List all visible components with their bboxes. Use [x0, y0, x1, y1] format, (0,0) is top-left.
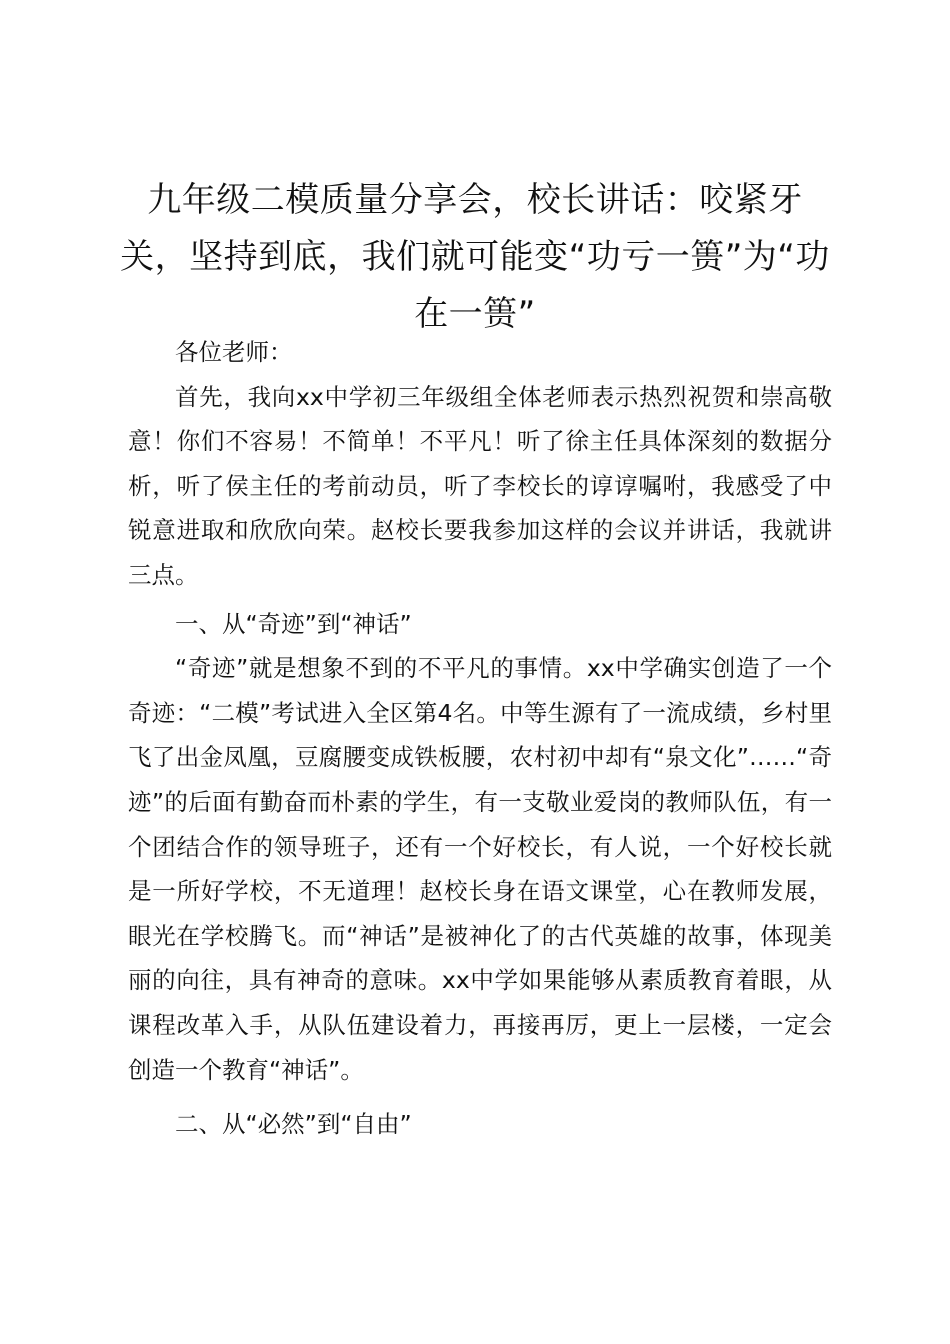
paragraph-miracle-myth: “奇迹”就是想象不到的不平凡的事情。xx中学确实创造了一个奇迹：“二模”考试进入全区第4名。中等生源有了一流成绩，乡村里飞了出金凤凰，豆腐腰变成铁板腰，农村初中却有“泉文化”……“奇迹”的后面有勤奋而朴素的学生，有一支敬业爱岗的教师队伍，有一个团结合作的领导班子，还有一个好校长，有人说，一个好校长就是一所好学校，不无道理！赵校长身在语文课堂，心在教师发展，眼光在学校腾飞。而“神话”是被神化了的古代英雄的故事，体现美丽的向往，具有神奇的意味。xx中学如果能够从素质教育着眼，从课程改革入手，从队伍建设着力，再接再厉，更上一层楼，一定会创造一个教育“神话”。 — [128, 654, 832, 1084]
document-body — [128, 330, 832, 1147]
paragraph-intro: 首先，我向xx中学初三年级组全体老师表示热烈祝贺和崇高敬意！你们不容易！不简单！不平凡！听了徐主任具体深刻的数据分析，听了侯主任的考前动员，听了李校长的谆谆嘱咐，我感受了中锐意进取和欣欣向荣。赵校长要我参加这样的会议并讲话，我就讲三点。 — [128, 382, 832, 589]
document-title: 九年级二模质量分享会，校长讲话：咬紧牙关，坚持到底，我们就可能变“功亏一篑”为“功在一篑” — [120, 180, 830, 334]
section-heading-2: 二、从“必然”到“自由” — [175, 1110, 412, 1139]
section-heading-1: 一、从“奇迹”到“神话” — [175, 609, 412, 638]
greeting: 各位老师： — [175, 338, 293, 366]
